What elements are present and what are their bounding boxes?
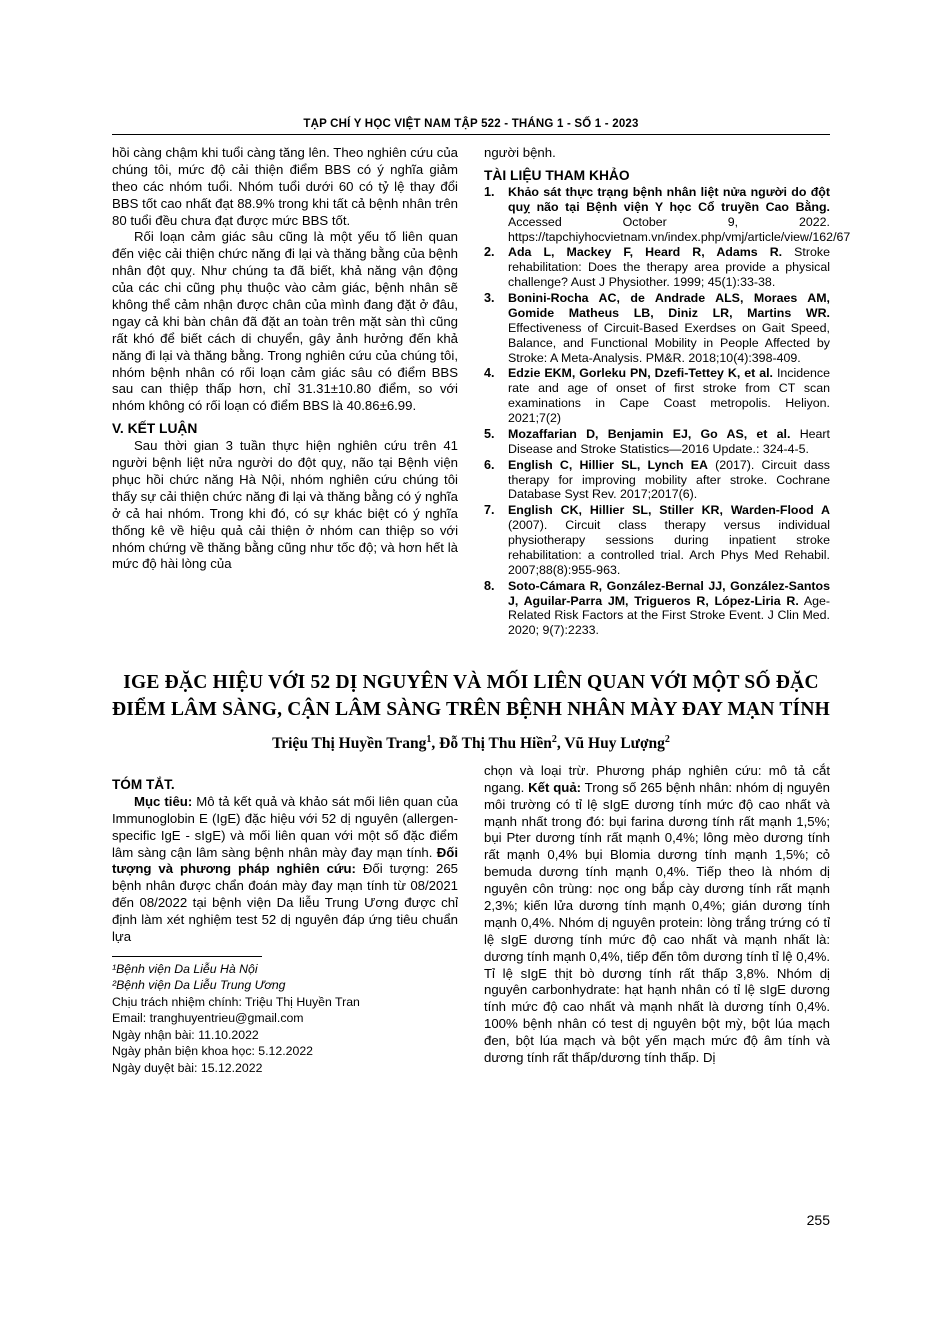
ref-rest: Accessed October 9, 2022. https://tapchiyhocvietnam.vn/index.php/vmj/article/view/162/67 [508, 214, 851, 244]
ref-number: 1. [484, 184, 495, 199]
article-block [112, 669, 830, 1076]
abstract-columns [112, 763, 830, 1076]
list-item [484, 458, 830, 503]
affiliation-1: ¹Bệnh viện Da Liễu Hà Nội [112, 961, 258, 976]
abstract-right-para [484, 763, 830, 1067]
abstract-label-objective: Mục tiêu: [134, 793, 193, 809]
list-item [484, 291, 830, 365]
author-3-affiliation-marker: 2 [664, 733, 670, 745]
footnote-block [112, 961, 458, 1076]
author-2-affiliation-marker: 2 [551, 733, 557, 745]
list-item [484, 503, 830, 577]
abstract-heading [112, 777, 458, 792]
abstract-label-methods: Đối tượng và phương pháp nghiên cứu: [112, 844, 458, 877]
ref-bold: Mozaffarian D, Benjamin EJ, Go AS, et al. [508, 426, 791, 441]
abstract-right-column [484, 763, 830, 1076]
footnote-divider [112, 956, 262, 957]
list-item [484, 579, 830, 639]
abstract-left-column [112, 763, 458, 1076]
abstract-heading-text: TÓM TẮT [112, 776, 171, 792]
corresponding-email: Email: tranghuyentrieu@gmail.com [112, 1011, 304, 1026]
author-2: , Đỗ Thị Thu Hiền [431, 734, 552, 752]
conclusion-para: Sau thời gian 3 tuần thực hiện nghiên cứu trên 41 người bệnh liệt nửa người do đột quỵ, não tại Bệnh viện phục hồi chức năng Hà Nội, nhóm nghiên cứu chúng tôi thấy sự cải thiện chức năng đi lại và thăng bằng có ý nghĩa ở cả hai nhóm. Trong khi đó, có sự khác biệt có ý nghĩa thống kê về hiệu quả cải thiện ở nhóm can thiệp so với nhóm chứng về thăng bằng cũng như tốc độ; và hơn hết là mức độ hài lòng của [112, 438, 458, 572]
date-reviewed: Ngày phản biện khoa học: 5.12.2022 [112, 1044, 314, 1059]
date-approved: Ngày duyệt bài: 15.12.2022 [112, 1060, 263, 1075]
page-content [112, 118, 851, 1076]
ref-rest: Stroke rehabilitation: Does the therapy area provide a physical challenge? Aust J Physiother. 1999; 45(1):33-38. [508, 245, 830, 290]
page-title: IGE ĐẶC HIỆU VỚI 52 DỊ NGUYÊN VÀ MỐI LIÊN QUAN VỚI MỘT SỐ ĐẶC ĐIỂM LÂM SÀNG, CẬN LÂM SÀNG TRÊN BỆNH NHÂN MÀY ĐAY MẠN TÍNH [112, 672, 830, 721]
ref-rest: Incidence rate and age of onset of first stroke from CT scan examinations in Cape Coast metropolis. Heliyon. 2021;7(2) [508, 366, 830, 426]
abstract-methods-text: Đối tượng: 265 bệnh nhân được chẩn đoán mày đay mạn tính từ 08/2021 đến 08/2022 tại bệnh viện Da liễu Trung Ương được chỉ định làm xét nghiệm test 52 dị nguyên đáp ứng tiêu chuẩn lựa [112, 861, 458, 945]
right-para-continuation: người bệnh. [484, 145, 556, 160]
abstract-results-text: Trong số 265 bệnh nhân: nhóm dị nguyên môi trường có tỉ lệ sIgE dương tính mức độ cao nhất và mạnh nhất trong đó: bụi farina dương tính rất mạnh 1,5%; bụi Pter dương tính rất mạnh 0,4%; lông mèo dương tính rất mạnh 0,4% bụi Blomia dương tính mạnh 1,5%; cỏ bemuda dương tính mạnh 0,4%. Tiếp theo là nhóm dị nguyên côn trùng: nọc ong bắp cày dương tính rất mạnh 2,3%; kiến lửa dương tính mạnh 0,4%; gián dương tính mạnh 0,4%. Nhóm dị nguyên protein: lòng trắng trứng có tỉ lệ sIgE dương tính mức độ cao nhất và mạnh nhất là: dương tính mạnh 0,4%, tiếp đến tôm dương tính tỉ lệ 0,4%. Tỉ lệ sIgE thịt bò dương tính rất thấp 3,8%. Nhóm dị nguyên carbonhydrate: hạt hạnh nhân có tỉ lệ sIgE dương tính mức độ cao nhất và mạnh nhất là dương tính 0,4%. 100% bệnh nhân có test dị nguyên bột mỳ, bột lúa mạch đen, bột lúa mạch và bột yến mạch mức độ âm tính và dương tính rất thấp/dương tính thấp. Dị [484, 779, 831, 1066]
list-item [484, 184, 851, 245]
references-heading: TÀI LIỆU THAM KHẢO [484, 167, 630, 183]
abstract-left-para [112, 794, 458, 946]
ref-number: 4. [484, 366, 495, 381]
ref-rest: (2007). Circuit class therapy versus individual physiotherapy sessions during inpatient stroke rehabilitation: a controlled trial. Arch Phys Med Rehabil. 2007;88(8):955-963. [508, 518, 830, 577]
ref-rest: Heart Disease and Stroke Statistics—2016 Update.: 324-4-5. [508, 426, 830, 456]
ref-rest: (2017). Circuit dass therapy for improving mobility after stroke. Cochrane Database Syst Rev. 2017;2017(6). [508, 457, 830, 502]
ref-number: 3. [484, 291, 495, 306]
ref-bold: Soto-Cámara R, González-Bernal JJ, González-Santos J, Aguilar-Parra JM, Trigueros R, López-Liria R. [508, 578, 830, 608]
two-column-body [112, 145, 851, 639]
list-item [484, 245, 830, 290]
ref-bold: Khảo sát thực trạng bệnh nhân liệt nửa người do đột quỵ não tại Bệnh viện Y học Cổ truyền Cao Bằng. [508, 184, 830, 214]
abstract-objective-text: Mô tả kết quả và khảo sát mối liên quan của Immunoglobin E (IgE) đặc hiệu với 52 dị nguyên (allergen-specific IgE - sIgE) và mối liên quan với một số đặc điểm lâm sàng cận lâm sàng bệnh nhân mày đay mạn tính. [112, 793, 458, 860]
ref-number: 7. [484, 503, 495, 518]
left-column [112, 145, 458, 639]
list-item [484, 427, 830, 457]
author-1: Triệu Thị Huyền Trang [272, 734, 427, 752]
abstract-label-results: Kết quả: [528, 779, 582, 795]
corresponding-author: Chịu trách nhiệm chính: Triệu Thị Huyền Tran [112, 994, 360, 1009]
right-column [484, 145, 851, 639]
author-1-affiliation-marker: 1 [426, 733, 432, 745]
list-item [484, 366, 830, 426]
ref-number: 6. [484, 457, 495, 472]
reference-list [484, 184, 851, 638]
left-para-2: Rối loạn cảm giác sâu cũng là một yếu tố liên quan đến việc cải thiện chức năng đi lại và thăng bằng của bệnh nhân đột quỵ. Như chúng ta đã biết, khả năng vận động của các chi cũng phụ thuộc vào cảm giác, bệnh nhân sẽ không thể cảm nhận được chân của mình đang đặt ở đâu, ngay cả khi bàn chân đã đặt an toàn trên mặt sàn thì cũng rất khó để biết cách di chuyển, gây ảnh hưởng đến khả năng đi lại và thăng bằng. Trong nghiên cứu của chúng tôi, nhóm bệnh nhân có rối loạn cảm giác sâu có điểm BBS sau can thiệp thấp hơn, chỉ 31.31±10.80 điểm, so với nhóm không có rối loạn có điểm BBS là 40.86±6.99. [112, 229, 458, 414]
author-3: , Vũ Huy Lượng [556, 734, 665, 752]
abstract-design-text: chọn và loại trừ. Phương pháp nghiên cứu: mô tả cắt ngang. [484, 762, 830, 795]
ref-bold: Edzie EKM, Gorleku PN, Dzefi-Tettey K, et al. [508, 366, 773, 381]
author-line [112, 734, 830, 753]
ref-bold: English CK, Hillier SL, Stiller KR, Warden-Flood A [508, 503, 830, 518]
ref-bold: English C, Hillier SL, Lynch EA [508, 457, 708, 472]
ref-number: 8. [484, 578, 495, 593]
ref-bold: Bonini-Rocha AC, de Andrade ALS, Moraes AM, Gomide Matheus LB, Diniz LR, Martins WR. [508, 291, 830, 320]
ref-number: 2. [484, 245, 495, 260]
date-received: Ngày nhận bài: 11.10.2022 [112, 1027, 259, 1042]
page-number: 255 [806, 1212, 830, 1228]
left-para-1: hồi càng chậm khi tuổi càng tăng lên. Theo nghiên cứu của chúng tôi, mức độ cải thiện điểm BBS có ý nghĩa giảm theo các nhóm tuổi. Nhóm tuổi dưới 60 có tỷ lệ thay đổi BBS tốt cao nhất đạt 88.9% trong khi tất cả bệnh nhân trên 80 tuổi đều chưa đạt được mức BBS tốt. [112, 145, 458, 228]
ref-bold: Ada L, Mackey F, Heard R, Adams R. [508, 245, 783, 260]
running-head: TẠP CHÍ Y HỌC VIỆT NAM TẬP 522 - THÁNG 1 - SỐ 1 - 2023 [112, 118, 830, 135]
ref-rest: Effectiveness of Circuit-Based Exerdses on Gait Speed, Balance, and Functional Mobility in People Affected by Stroke: A Meta-Analysis. PM&R. 2018;10(4):398-409. [508, 320, 830, 365]
conclusion-heading: V. KẾT LUẬN [112, 421, 198, 437]
affiliation-2: ²Bệnh viện Da Liễu Trung Ương [112, 978, 286, 993]
ref-number: 5. [484, 426, 495, 441]
abstract-heading-marker: . [170, 776, 175, 792]
ref-rest: Age-Related Risk Factors at the First Stroke Event. J Clin Med. 2020; 9(7):2233. [508, 593, 830, 638]
